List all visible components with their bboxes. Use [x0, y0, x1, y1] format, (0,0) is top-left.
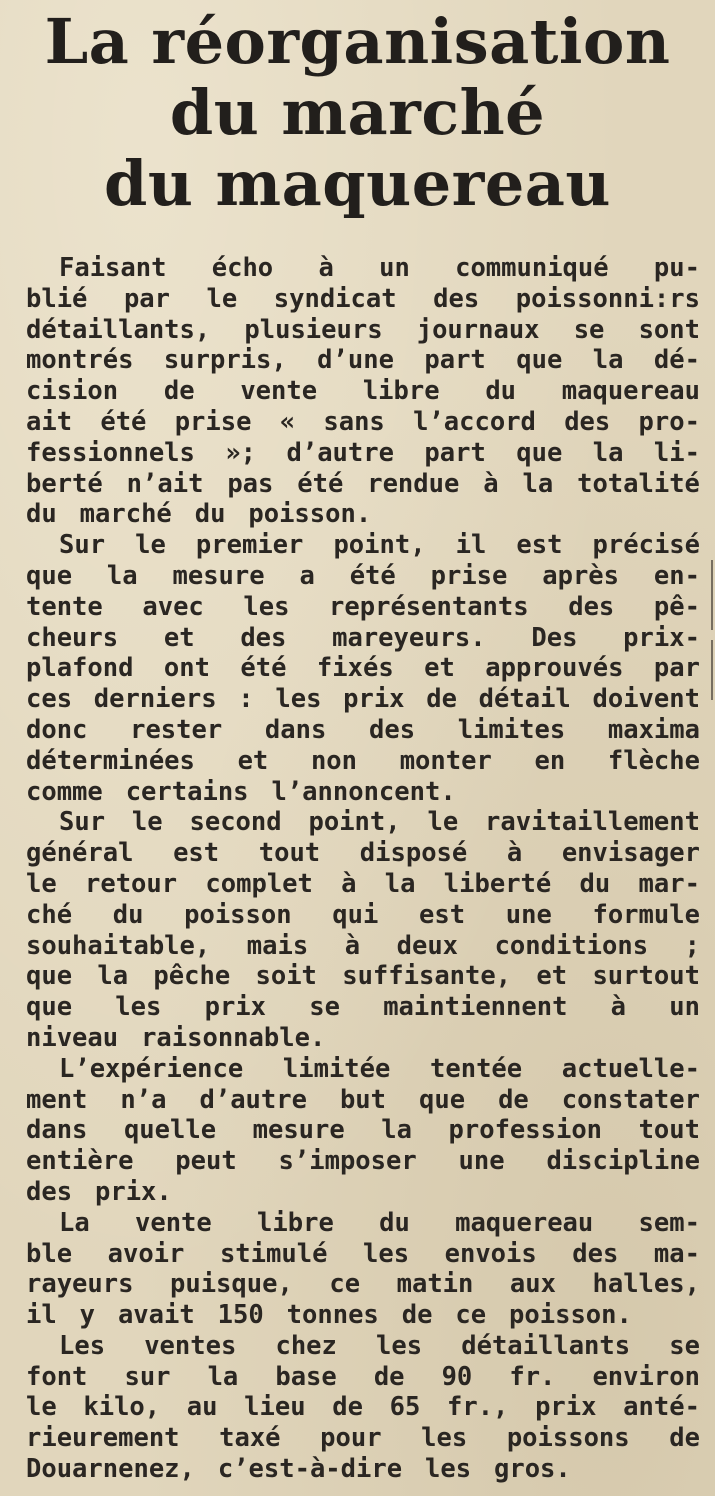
article-line: niveau raisonnable.: [26, 1022, 326, 1053]
headline-line: La réorganisation: [44, 5, 671, 78]
article-line: L’expérience limitée tentée actuelle-: [59, 1053, 700, 1084]
article-line: Douarnenez, c’est-à-dire les gros.: [26, 1454, 571, 1485]
article-paragraph: [26, 530, 700, 807]
article-line: que la pêche soit suffisante, et surtout: [26, 961, 700, 992]
article-line: il y avait 150 tonnes de ce poisson.: [26, 1300, 632, 1331]
article-line: ment n’a d’autre but que de constater: [26, 1084, 700, 1115]
column-rule: [711, 560, 713, 630]
article-paragraph: [26, 1208, 700, 1331]
article-line: des prix.: [26, 1176, 172, 1207]
article-line: cision de vente libre du maquereau: [26, 376, 700, 407]
article-line: fessionnels »; d’autre part que la li-: [26, 437, 700, 468]
headline-line: du marché: [169, 76, 546, 149]
article-paragraph: [26, 1331, 700, 1485]
article-line: le kilo, au lieu de 65 fr., prix anté-: [26, 1392, 700, 1423]
article-line: font sur la base de 90 fr. environ: [26, 1361, 700, 1392]
article-line: détaillants, plusieurs journaux se sont: [26, 314, 700, 345]
article-line: dans quelle mesure la profession tout: [26, 1115, 700, 1146]
headline: [0, 6, 715, 219]
article-line: Sur le premier point, il est précisé: [59, 530, 700, 561]
article-line: comme certains l’annoncent.: [26, 776, 456, 807]
article-line: souhaitable, mais à deux conditions ;: [26, 930, 700, 961]
article-body: [26, 253, 700, 1485]
article-line: rayeurs puisque, ce matin aux halles,: [26, 1269, 700, 1300]
article-line: berté n’ait pas été rendue à la totalité: [26, 468, 700, 499]
article-line: du marché du poisson.: [26, 499, 372, 530]
article-line: montrés surpris, d’une part que la dé-: [26, 345, 700, 376]
article-paragraph: [26, 253, 700, 530]
article-line: cheurs et des mareyeurs. Des prix-: [26, 622, 700, 653]
article-line: que les prix se maintiennent à un: [26, 992, 700, 1023]
article-line: donc rester dans des limites maxima: [26, 714, 700, 745]
article-line: entière peut s’imposer une discipline: [26, 1146, 700, 1177]
headline-line: du maquereau: [103, 147, 612, 220]
article-line: tente avec les représentants des pê-: [26, 591, 700, 622]
article-line: plafond ont été fixés et approuvés par: [26, 653, 700, 684]
article-line: ché du poisson qui est une formule: [26, 899, 700, 930]
article-line: le retour complet à la liberté du mar-: [26, 868, 700, 899]
article-line: ait été prise « sans l’accord des pro-: [26, 406, 700, 437]
article-line: ces derniers : les prix de détail doivent: [26, 684, 700, 715]
article-line: rieurement taxé pour les poissons de: [26, 1423, 700, 1454]
article-line: Les ventes chez les détaillants se: [59, 1330, 700, 1361]
column-rule: [711, 640, 713, 700]
article-line: blié par le syndicat des poissonni:rs: [26, 283, 700, 314]
article-line: Sur le second point, le ravitaillement: [59, 807, 700, 838]
article-paragraph: [26, 807, 700, 1053]
article-line: ble avoir stimulé les envois des ma-: [26, 1238, 700, 1269]
article-line: La vente libre du maquereau sem-: [59, 1207, 700, 1238]
article-line: Faisant écho à un communiqué pu-: [59, 253, 700, 283]
article-line: déterminées et non monter en flèche: [26, 745, 700, 776]
article-line: que la mesure a été prise après en-: [26, 560, 700, 591]
article-line: général est tout disposé à envisager: [26, 838, 700, 869]
article-paragraph: [26, 1054, 700, 1208]
